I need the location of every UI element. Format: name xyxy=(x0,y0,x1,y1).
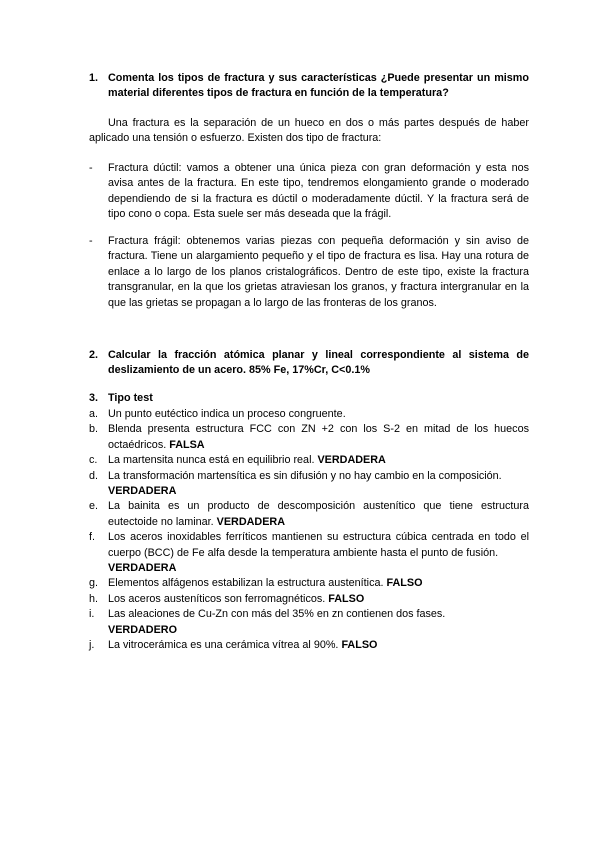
item-answer: FALSO xyxy=(386,577,423,590)
test-item xyxy=(89,607,529,638)
item-content xyxy=(108,607,529,638)
item-letter: b. xyxy=(89,423,99,436)
item-text: La vitrocerámica es una cerámica vítrea al 90%. xyxy=(108,639,339,652)
question-1 xyxy=(89,71,529,102)
item-answer: VERDADERA xyxy=(108,562,177,575)
item-answer: VERDADERA xyxy=(108,485,177,498)
test-item xyxy=(89,638,529,653)
item-answer: VERDADERA xyxy=(317,454,386,467)
item-content xyxy=(108,576,529,591)
bullet-marker: - xyxy=(89,162,93,174)
item-letter: f. xyxy=(89,531,95,544)
item-text: Las aleaciones de Cu-Zn con más del 35% en zn contienen dos fases. xyxy=(108,608,446,621)
item-text: La bainita es un producto de descomposición austenítico que tiene estructura eutectoide no laminar. xyxy=(108,500,529,528)
item-content xyxy=(108,453,529,468)
item-content xyxy=(108,638,529,653)
bullet-item xyxy=(89,161,529,223)
item-text: Elementos alfágenos estabilizan la estructura austenítica. xyxy=(108,577,384,590)
item-letter: e. xyxy=(89,500,99,513)
item-letter: h. xyxy=(89,592,99,605)
question-number: 1. xyxy=(89,72,99,84)
question-number: 2. xyxy=(89,349,99,361)
item-text: Blenda presenta estructura FCC con ZN +2 con los S-2 en mitad de los huecos octaédricos. xyxy=(108,423,529,451)
test-item xyxy=(89,499,529,530)
item-content xyxy=(108,469,529,500)
item-text: Los aceros austeníticos son ferromagnéticos. xyxy=(108,592,326,605)
test-item xyxy=(89,407,529,422)
question-text: Calcular la fracción atómica planar y lineal correspondiente al sistema de deslizamiento de un acero. 85% Fe, 17%Cr, C<0.1% xyxy=(108,349,529,377)
question-text: Comenta los tipos de fractura y sus características ¿Puede presentar un mismo material diferentes tipos de fractura en función de la temperatura? xyxy=(108,72,529,100)
question-text: Tipo test xyxy=(108,392,153,404)
question-number: 3. xyxy=(89,392,99,404)
question-3 xyxy=(89,391,529,406)
test-item xyxy=(89,576,529,591)
item-letter: i. xyxy=(89,608,95,621)
test-item xyxy=(89,453,529,468)
test-item xyxy=(89,592,529,607)
item-content xyxy=(108,499,529,530)
item-letter: c. xyxy=(89,454,98,467)
answer-1-intro: Una fractura es la separación de un hueco en dos o más partes después de haber aplicado una tensión o esfuerzo. Existen dos tipo de fractura: xyxy=(89,117,529,145)
test-item xyxy=(89,422,529,453)
item-text: La transformación martensítica es sin difusión y no hay cambio en la composición. xyxy=(108,469,502,482)
bullet-item xyxy=(89,234,529,311)
item-text: Un punto eutéctico indica un proceso congruente. xyxy=(108,408,346,420)
item-text: La martensita nunca está en equilibrio real. xyxy=(108,454,315,467)
item-text: Los aceros inoxidables ferríticos mantienen su estructura cúbica centrada en todo el cuerpo (BCC) de Fe alfa desde la temperatura ambiente hasta el punto de fusión. xyxy=(108,531,529,559)
item-answer: VERDADERA xyxy=(216,515,286,528)
item-letter: j. xyxy=(89,639,95,652)
item-content xyxy=(108,407,529,422)
bullet-marker: - xyxy=(89,235,93,247)
item-letter: a. xyxy=(89,408,99,420)
bullet-text: Fractura dúctil: vamos a obtener una única pieza con gran deformación y esta nos avisa antes de la fractura. En este tipo, tendremos elongamiento grande o moderado dependiendo de si la fractura es dúctil o moderadamente dúctil. Y la fractura será de tipo cono o copa. Esta suele ser más deseada que la frágil. xyxy=(108,162,529,221)
item-letter: g. xyxy=(89,577,99,590)
item-content xyxy=(108,592,529,607)
item-answer: FALSA xyxy=(169,438,205,451)
item-answer: FALSO xyxy=(328,592,365,605)
question-2 xyxy=(89,348,529,379)
bullet-text: Fractura frágil: obtenemos varias piezas con pequeña deformación y sin aviso de fractura. Tiene un alargamiento pequeño y el tipo de fractura es lisa. Hay una rotura de enlace a lo largo de los planos cristalográficos. Dentro de este tipo, existe la fractura transgranular, en la que los grietas atraviesan los granos, y fractura intergranular en la que las grietas se propagan a lo largo de las fronteras de los granos. xyxy=(108,235,529,309)
item-content xyxy=(108,422,529,453)
test-item xyxy=(89,530,529,576)
item-content xyxy=(108,530,529,576)
test-item xyxy=(89,469,529,500)
item-letter: d. xyxy=(89,469,99,482)
test-list xyxy=(89,407,529,654)
item-answer: FALSO xyxy=(341,639,378,652)
item-answer: VERDADERO xyxy=(108,623,177,636)
